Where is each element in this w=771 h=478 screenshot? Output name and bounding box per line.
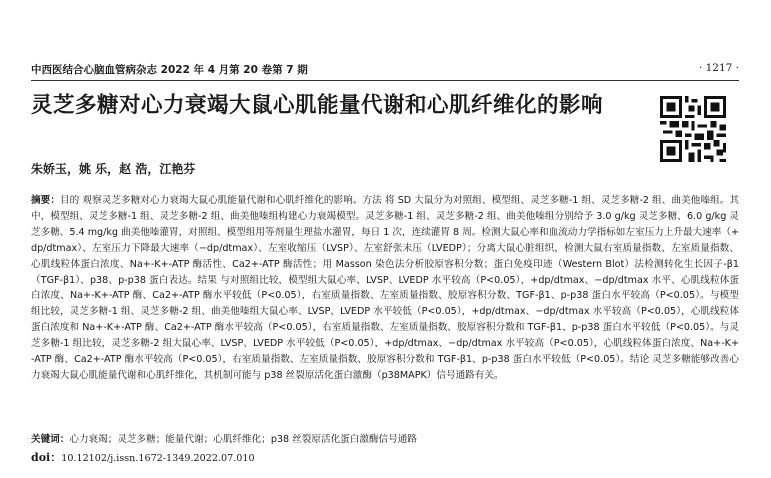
keywords-label: 关键词： xyxy=(31,434,70,445)
header-divider xyxy=(31,80,739,81)
running-header xyxy=(31,58,739,78)
doi-line xyxy=(31,450,739,466)
journal-citation: 中西医结合心脑血管病杂志 2022 年 4 月第 20 卷第 7 期 xyxy=(31,64,308,76)
doi-link[interactable]: 10.12102/j.issn.1672-1349.2022.07.010 xyxy=(61,453,255,464)
doi-label: doi： xyxy=(31,451,62,464)
keywords-text: 心力衰竭；灵芝多糖；能量代谢；心肌纤维化；p38 丝裂原活化蛋白激酶信号通路 xyxy=(69,434,417,445)
author-list: 朱娇玉，姚 乐，赵 浩，江艳芬 xyxy=(31,162,196,176)
article-title: 灵芝多糖对心力衰竭大鼠心肌能量代谢和心肌纤维化的影响 xyxy=(31,93,604,118)
keywords-line xyxy=(31,432,739,447)
qr-code-icon[interactable] xyxy=(660,96,726,162)
abstract-label: 摘要： xyxy=(31,195,60,206)
abstract-paragraph xyxy=(31,193,739,384)
page-number: · 1217 · xyxy=(698,62,739,74)
abstract-text: 目的 观察灵芝多糖对心力衰竭大鼠心肌能量代谢和心肌纤维化的影响。方法 将 SD 大鼠分为对照组、模型组、灵芝多糖-1 组、灵芝多糖-2 组、曲美他嗪组。其中，模型组、灵芝多糖-1 组、灵芝多糖-2 组、曲美他嗪组构建心力衰竭模型。灵芝多糖-1 组、灵芝多糖-2 组、曲美他嗪组分别给予 3.0 g/kg 灵芝多糖、6.0 g/kg 灵芝多糖、5.4 mg/kg 曲美他嗪灌胃，对照组、模型组用等剂量生理盐水灌胃，每日 1 次，连续灌胃 8 周。检测大鼠心率和血流动力学指标如左室压力上升最大速率（+dp/dtmax）、左室压力下降最大速率（−dp/dtmax）、左室收缩压（LVSP）、左室舒张末压（LVEDP）；分离大鼠心脏组织，检测大鼠右室质量指数、左室质量指数、心肌线粒体蛋白浓度、Na+-K+-ATP 酶活性、Ca2+-ATP 酶活性；用 Masson 染色法分析胶原容积分数；蛋白免疫印迹（Western Blot）法检测转化生长因子-β1（TGF-β1）、p38、p-p38 蛋白表达。结果 与对照组比较，模型组大鼠心率、LVSP、LVEDP 水平较高（P<0.05），+dp/dtmax、−dp/dtmax 水平、心肌线粒体蛋白浓度、Na+-K+-ATP 酶、Ca2+-ATP 酶水平较低（P<0.05），右室质量指数、左室质量指数、胶原容积分数、TGF-β1、p-p38 蛋白水平较高（P<0.05）。与模型组比较，灵芝多糖-1 组、灵芝多糖-2 组、曲美他嗪组大鼠心率、LVSP、LVEDP 水平较低（P<0.05），+dp/dtmax、−dp/dtmax 水平较高（P<0.05），心肌线粒体蛋白浓度和 Na+-K+-ATP 酶、Ca2+-ATP 酶水平较高（P<0.05），右室质量指数、左室质量指数、胶原容积分数和 TGF-β1、p-p38 蛋白水平较低（P<0.05）。与灵芝多糖-1 组比较，灵芝多糖-2 组大鼠心率、LVSP、LVEDP 水平较低（P<0.05），+dp/dtmax、−dp/dtmax 水平较高（P<0.05），心肌线粒体蛋白浓度、Na+-K+-ATP 酶、Ca2+-ATP 酶水平较高（P<0.05），右室质量指数、左室质量指数、胶原容积分数和 TGF-β1、p-p38 蛋白水平较低（P<0.05）。结论 灵芝多糖能够改善心力衰竭大鼠心肌能量代谢和心肌纤维化，其机制可能与 p38 丝裂原活化蛋白激酶（p38MAPK）信号通路有关。 xyxy=(31,195,740,381)
